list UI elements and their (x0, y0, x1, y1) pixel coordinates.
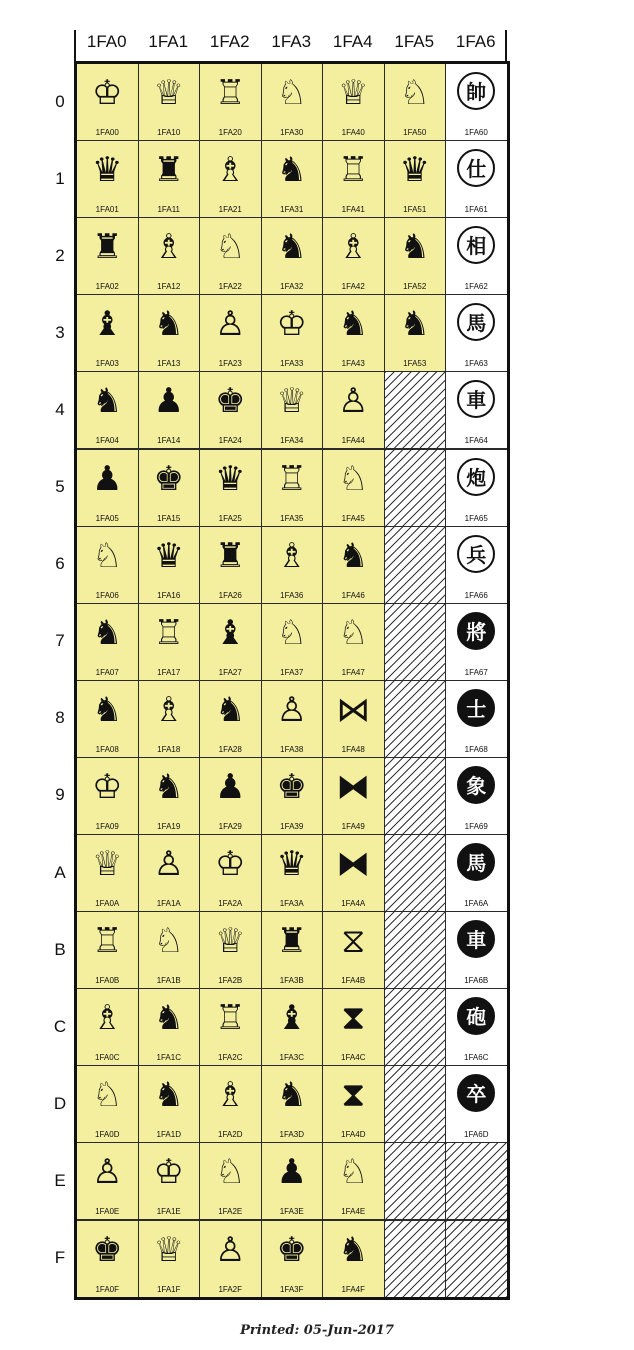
chess-piece-glyph: ♜ (92, 227, 123, 268)
chess-piece-glyph: ♜ (153, 150, 184, 191)
chess-piece-glyph: ♞ (276, 227, 307, 268)
chess-piece-glyph: ♘ (338, 1152, 369, 1193)
chess-piece-glyph: ♚ (92, 1229, 123, 1270)
code-point-label: 1FA6D (464, 1130, 489, 1140)
chess-piece-glyph: ♗ (276, 535, 307, 576)
code-point-label: 1FA0D (95, 1130, 120, 1140)
column-header: 1FA2 (209, 32, 250, 51)
chess-piece-glyph: ♔ (92, 766, 123, 807)
code-point-label: 1FA05 (95, 513, 119, 523)
chess-piece-glyph: ♘ (338, 612, 369, 653)
row-header: F (54, 1248, 66, 1268)
printed-date: Printed: 05-Jun-2017 (240, 1323, 394, 1338)
code-point-label: 1FA0F (95, 1284, 120, 1294)
code-point-label: 1FA11 (157, 205, 181, 215)
chess-piece-glyph: ♞ (92, 381, 123, 422)
chess-piece-glyph: ♘ (276, 73, 307, 113)
chess-piece-glyph: ♞ (215, 689, 246, 730)
code-point-label: 1FA60 (464, 128, 488, 138)
grid-frame (74, 61, 510, 1300)
chess-piece-glyph: ♝ (92, 304, 123, 345)
code-point-label: 1FA61 (464, 205, 488, 215)
code-point-label: 1FA24 (218, 436, 242, 446)
chess-piece-glyph: ⧓ (336, 844, 371, 884)
code-point-label: 1FA33 (280, 359, 304, 369)
chess-piece-glyph: ♞ (92, 689, 123, 730)
chess-piece-glyph: ♞ (399, 304, 430, 345)
header-left-rule (74, 30, 76, 62)
row-header: 9 (55, 785, 65, 805)
chess-piece-glyph: ♚ (276, 1229, 307, 1270)
code-point-label: 1FA09 (95, 821, 119, 831)
code-point-label: 1FA06 (95, 590, 119, 600)
xiangqi-piece-glyph: 帥 (457, 72, 495, 110)
xiangqi-piece-glyph: 仕 (457, 149, 495, 187)
code-point-label: 1FA1F (156, 1284, 181, 1294)
chess-piece-glyph: ♘ (92, 1075, 123, 1116)
chess-piece-glyph: ⧗ (341, 1075, 366, 1116)
chess-piece-glyph: ♛ (92, 150, 123, 191)
chess-piece-glyph: ♞ (338, 304, 369, 345)
code-point-label: 1FA3B (279, 976, 304, 986)
code-point-label: 1FA2E (218, 1207, 243, 1217)
chess-piece-glyph: ♕ (92, 844, 123, 884)
code-point-label: 1FA3C (279, 1053, 304, 1063)
chess-piece-glyph: ♙ (215, 304, 246, 345)
row-header: 4 (55, 399, 65, 419)
code-point-label: 1FA68 (464, 744, 488, 754)
xiangqi-piece-glyph: 相 (457, 226, 495, 264)
column-header: 1FA1 (148, 32, 189, 51)
row-header: A (54, 862, 66, 882)
chess-piece-glyph: ♗ (153, 227, 184, 268)
code-point-label: 1FA16 (157, 590, 181, 600)
chess-piece-glyph: ♙ (338, 381, 369, 422)
row-header: B (54, 939, 66, 959)
chess-piece-glyph: ♛ (399, 150, 430, 191)
chess-piece-glyph: ♖ (215, 998, 246, 1039)
code-point-label: 1FA53 (403, 359, 427, 369)
code-point-label: 1FA30 (280, 128, 304, 138)
chess-piece-glyph: ♚ (215, 381, 246, 422)
code-point-label: 1FA64 (464, 436, 488, 446)
chess-piece-glyph: ♙ (276, 689, 307, 730)
code-point-label: 1FA66 (464, 590, 488, 600)
chess-piece-glyph: ♕ (153, 1229, 184, 1270)
code-point-label: 1FA2C (218, 1053, 243, 1063)
xiangqi-piece-glyph: 車 (457, 920, 495, 958)
chess-piece-glyph: ♚ (153, 458, 184, 499)
code-point-label: 1FA47 (341, 667, 365, 677)
chess-piece-glyph: ♖ (338, 150, 369, 191)
chess-piece-glyph: ♞ (338, 535, 369, 576)
chess-piece-glyph: ⧖ (341, 921, 366, 962)
code-point-label: 1FA3F (279, 1284, 304, 1294)
chess-piece-glyph: ♙ (92, 1152, 123, 1193)
code-point-label: 1FA62 (464, 282, 488, 292)
chess-piece-glyph: ♖ (215, 73, 246, 113)
code-point-label: 1FA51 (403, 205, 427, 215)
chess-piece-glyph: ♗ (338, 227, 369, 268)
code-point-label: 1FA19 (157, 821, 181, 831)
chess-piece-glyph: ♝ (215, 612, 246, 653)
code-point-label: 1FA17 (157, 667, 181, 677)
code-point-label: 1FA3E (279, 1207, 304, 1217)
code-point-label: 1FA15 (157, 513, 181, 523)
code-point-label: 1FA0B (95, 976, 120, 986)
xiangqi-piece-glyph: 車 (457, 380, 495, 418)
row-header: 3 (55, 322, 65, 342)
row-header: 0 (55, 91, 65, 111)
code-point-label: 1FA22 (218, 282, 242, 292)
code-point-label: 1FA44 (341, 436, 365, 446)
code-point-label: 1FA2D (218, 1130, 243, 1140)
code-point-label: 1FA35 (280, 513, 304, 523)
row-header: 8 (55, 708, 65, 728)
code-point-label: 1FA0A (95, 899, 120, 909)
code-point-label: 1FA08 (95, 744, 119, 754)
code-point-label: 1FA2A (218, 899, 243, 909)
chess-piece-glyph: ♗ (215, 1075, 246, 1116)
code-point-label: 1FA34 (280, 436, 304, 446)
code-point-label: 1FA01 (95, 205, 119, 215)
code-point-label: 1FA13 (157, 359, 181, 369)
code-point-label: 1FA52 (403, 282, 427, 292)
code-point-label: 1FA12 (157, 282, 181, 292)
code-point-label: 1FA46 (341, 590, 365, 600)
chess-piece-glyph: ♗ (215, 150, 246, 191)
row-header: 5 (55, 477, 65, 497)
code-point-label: 1FA48 (341, 744, 365, 754)
xiangqi-piece-glyph: 炮 (457, 458, 495, 496)
row-header: 6 (55, 554, 65, 574)
code-point-label: 1FA37 (280, 667, 304, 677)
row-header: 7 (55, 631, 65, 651)
code-point-label: 1FA67 (464, 667, 488, 677)
code-point-label: 1FA6B (464, 976, 489, 986)
xiangqi-piece-glyph: 士 (457, 689, 495, 727)
code-point-label: 1FA10 (157, 128, 181, 138)
code-point-label: 1FA03 (95, 359, 119, 369)
chess-piece-glyph: ♔ (215, 844, 246, 884)
code-point-label: 1FA32 (280, 282, 304, 292)
chess-piece-glyph: ⋈ (336, 689, 371, 730)
chess-piece-glyph: ♟ (215, 766, 246, 807)
chess-piece-glyph: ♘ (215, 227, 246, 268)
code-point-label: 1FA4A (341, 899, 366, 909)
row-header: D (53, 1093, 67, 1113)
code-point-label: 1FA25 (218, 513, 242, 523)
row-header: C (53, 1016, 67, 1036)
code-point-label: 1FA21 (218, 205, 242, 215)
chess-piece-glyph: ♜ (276, 921, 307, 962)
chess-piece-glyph: ♞ (153, 304, 184, 345)
column-header: 1FA6 (455, 32, 496, 51)
chess-piece-glyph: ♟ (92, 458, 123, 499)
code-point-label: 1FA36 (280, 590, 304, 600)
chess-piece-glyph: ♘ (338, 458, 369, 499)
chess-piece-glyph: ♞ (92, 612, 123, 653)
code-point-label: 1FA1B (156, 976, 181, 986)
code-point-label: 1FA4D (341, 1130, 366, 1140)
code-point-label: 1FA43 (341, 359, 365, 369)
code-point-label: 1FA41 (341, 205, 365, 215)
code-point-label: 1FA49 (341, 821, 365, 831)
code-point-label: 1FA45 (341, 513, 365, 523)
code-point-label: 1FA1A (156, 899, 181, 909)
chess-piece-glyph: ♙ (215, 1229, 246, 1270)
code-point-label: 1FA65 (464, 513, 488, 523)
chess-piece-glyph: ♕ (153, 73, 184, 113)
code-point-label: 1FA27 (218, 667, 242, 677)
chess-piece-glyph: ♔ (92, 73, 123, 113)
xiangqi-piece-glyph: 象 (457, 766, 495, 804)
chess-piece-glyph: ♞ (338, 1229, 369, 1270)
column-header: 1FA4 (332, 32, 373, 51)
xiangqi-piece-glyph: 將 (457, 612, 495, 650)
column-header: 1FA5 (394, 32, 435, 51)
chess-piece-glyph: ♕ (276, 381, 307, 422)
header-rule (74, 61, 507, 64)
chess-piece-glyph: ♕ (338, 73, 369, 113)
chess-piece-glyph: ♟ (276, 1152, 307, 1193)
chess-piece-glyph: ♞ (276, 150, 307, 191)
chess-piece-glyph: ♔ (153, 1152, 184, 1193)
chess-piece-glyph: ♖ (153, 612, 184, 653)
code-point-label: 1FA23 (218, 359, 242, 369)
chess-piece-glyph: ♘ (215, 1152, 246, 1193)
chess-piece-glyph: ♞ (153, 998, 184, 1039)
chess-piece-glyph: ♘ (153, 921, 184, 962)
chess-piece-glyph: ♞ (153, 1075, 184, 1116)
chess-piece-glyph: ♞ (399, 227, 430, 268)
chess-piece-glyph: ♛ (153, 535, 184, 576)
chess-piece-glyph: ♜ (215, 535, 246, 576)
code-point-label: 1FA50 (403, 128, 427, 138)
code-point-label: 1FA39 (280, 821, 304, 831)
code-point-label: 1FA6A (464, 899, 489, 909)
code-point-label: 1FA2F (218, 1284, 243, 1294)
code-point-label: 1FA40 (341, 128, 365, 138)
code-point-label: 1FA69 (464, 821, 488, 831)
code-point-label: 1FA2B (218, 976, 243, 986)
chess-piece-glyph: ♛ (276, 844, 307, 884)
code-point-label: 1FA63 (464, 359, 488, 369)
code-point-label: 1FA1D (156, 1130, 181, 1140)
chess-piece-glyph: ⧓ (336, 766, 371, 807)
code-point-label: 1FA07 (95, 667, 119, 677)
row-header: 1 (55, 168, 65, 188)
code-point-label: 1FA42 (341, 282, 365, 292)
chess-piece-glyph: ♝ (276, 998, 307, 1039)
code-point-label: 1FA00 (95, 128, 119, 138)
code-point-label: 1FA04 (95, 436, 119, 446)
chess-piece-glyph: ♛ (215, 458, 246, 499)
code-point-label: 1FA4C (341, 1053, 366, 1063)
code-point-label: 1FA4B (341, 976, 366, 986)
chess-piece-glyph: ♞ (153, 766, 184, 807)
column-header: 1FA0 (86, 32, 127, 51)
xiangqi-piece-glyph: 馬 (457, 303, 495, 341)
code-point-label: 1FA3A (279, 899, 304, 909)
chess-piece-glyph: ♚ (276, 766, 307, 807)
chess-piece-glyph: ♘ (399, 73, 430, 113)
code-point-label: 1FA6C (464, 1053, 489, 1063)
chess-piece-glyph: ♗ (92, 998, 123, 1039)
code-point-label: 1FA1C (156, 1053, 181, 1063)
chess-piece-glyph: ♖ (276, 458, 307, 499)
code-point-label: 1FA3D (279, 1130, 304, 1140)
code-point-label: 1FA20 (218, 128, 242, 138)
xiangqi-piece-glyph: 兵 (457, 535, 495, 573)
code-point-label: 1FA38 (280, 744, 304, 754)
code-point-label: 1FA26 (218, 590, 242, 600)
code-point-label: 1FA4E (341, 1207, 366, 1217)
code-point-label: 1FA28 (218, 744, 242, 754)
code-point-label: 1FA18 (157, 744, 181, 754)
xiangqi-piece-glyph: 卒 (457, 1074, 495, 1112)
code-point-label: 1FA4F (341, 1284, 366, 1294)
code-point-label: 1FA29 (218, 821, 242, 831)
chess-piece-glyph: ♞ (276, 1075, 307, 1116)
chess-piece-glyph: ♕ (215, 921, 246, 962)
chess-piece-glyph: ♗ (153, 689, 184, 730)
code-point-label: 1FA1E (156, 1207, 181, 1217)
chess-piece-glyph: ♟ (153, 381, 184, 422)
chess-piece-glyph: ♘ (276, 612, 307, 653)
xiangqi-piece-glyph: 馬 (457, 843, 495, 881)
chess-piece-glyph: ♙ (153, 844, 184, 884)
header-right-rule (505, 30, 507, 62)
code-point-label: 1FA0C (95, 1053, 120, 1063)
chess-piece-glyph: ⧗ (341, 998, 366, 1039)
xiangqi-piece-glyph: 砲 (457, 997, 495, 1035)
code-point-label: 1FA31 (280, 205, 304, 215)
column-header: 1FA3 (271, 32, 312, 51)
chess-piece-glyph: ♔ (276, 304, 307, 345)
row-header: 2 (55, 245, 65, 265)
chess-piece-glyph: ♘ (92, 535, 123, 576)
row-header: E (54, 1170, 66, 1190)
code-point-label: 1FA14 (157, 436, 181, 446)
chess-piece-glyph: ♖ (92, 921, 123, 962)
code-point-label: 1FA0E (95, 1207, 120, 1217)
code-point-label: 1FA02 (95, 282, 119, 292)
